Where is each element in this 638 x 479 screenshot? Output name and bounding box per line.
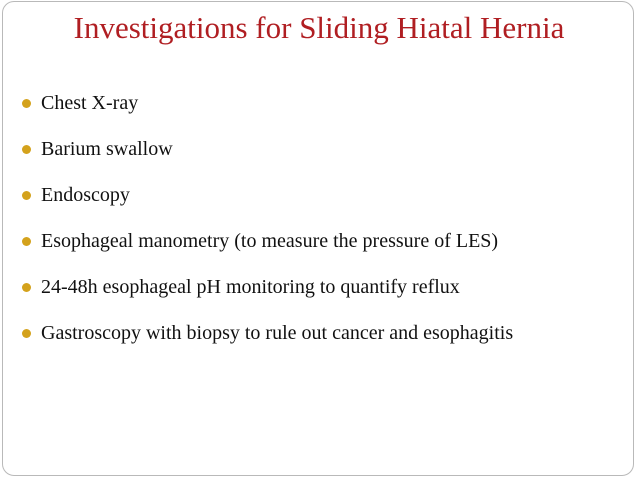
list-item <box>22 80 513 126</box>
bullet-dot-icon <box>22 329 31 338</box>
bullet-dot-icon <box>22 191 31 200</box>
list-item <box>22 264 513 310</box>
bullet-dot-icon <box>22 283 31 292</box>
bullet-dot-icon <box>22 237 31 246</box>
bullet-text: Chest X-ray <box>41 91 139 114</box>
bullet-dot-icon <box>22 145 31 154</box>
list-item <box>22 172 513 218</box>
list-item <box>22 218 513 264</box>
bullet-text: 24-48h esophageal pH monitoring to quantify reflux <box>41 275 460 298</box>
bullet-dot-icon <box>22 99 31 108</box>
list-item <box>22 126 513 172</box>
bullet-list <box>22 80 513 356</box>
bullet-text: Endoscopy <box>41 183 130 206</box>
bullet-text: Esophageal manometry (to measure the pressure of LES) <box>41 229 499 252</box>
bullet-text: Barium swallow <box>41 137 173 160</box>
bullet-text: Gastroscopy with biopsy to rule out cancer and esophagitis <box>41 321 514 344</box>
slide-title: Investigations for Sliding Hiatal Hernia <box>73 10 565 45</box>
list-item <box>22 310 513 356</box>
